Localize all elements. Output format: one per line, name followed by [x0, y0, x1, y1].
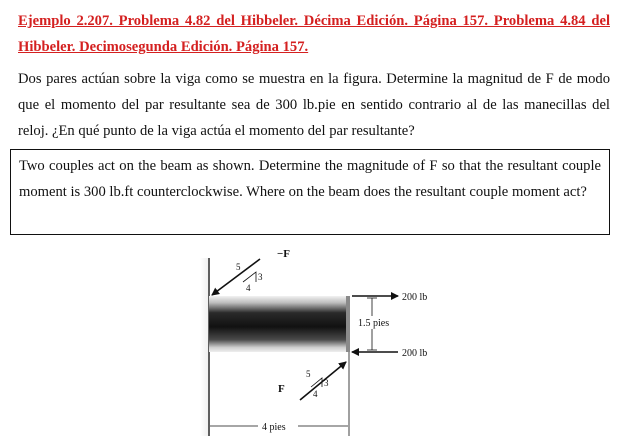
- force-bottom-label: 200 lb: [402, 348, 428, 359]
- label-f: F: [278, 383, 285, 395]
- slope-top-horiz: 4: [246, 283, 251, 293]
- label-neg-f: −F: [277, 248, 290, 260]
- force-f-arrow: [300, 362, 346, 400]
- dim-vertical-label: 1.5 pies: [358, 318, 390, 329]
- slope-bottom-horiz: 4: [313, 389, 318, 399]
- dim-horizontal-label: 4 pies: [262, 422, 286, 433]
- force-top-label: 200 lb: [402, 292, 428, 303]
- problem-heading: Ejemplo 2.207. Problema 4.82 del Hibbeler. Décima Edición. Página 157. Problema 4.84 del Hibbeler. Decimosegunda Edición. Página 157.: [18, 13, 610, 55]
- beam: [209, 296, 350, 352]
- slope-top-vert: 3: [258, 272, 263, 282]
- slope-bottom-vert: 3: [324, 378, 329, 388]
- slope-top-hyp: 5: [236, 262, 241, 272]
- slope-bottom-hyp: 5: [306, 369, 311, 379]
- statement-english: Two couples act on the beam as shown. Determine the magnitude of F so that the resultant couple moment is 300 lb.ft counterclockwise. Where on the beam does the resultant couple moment act?: [19, 158, 601, 200]
- slope-triangle-top: [243, 272, 256, 282]
- beam-end-face: [346, 296, 350, 352]
- statement-spanish: Dos pares actúan sobre la viga como se muestra en la figura. Determine la magnitud de F de modo que el momento del par resultante sea de 300 lb.pie en sentido contrario al de las manecillas del reloj. ¿En qué punto de la viga actúa el momento del par resultante?: [18, 71, 610, 139]
